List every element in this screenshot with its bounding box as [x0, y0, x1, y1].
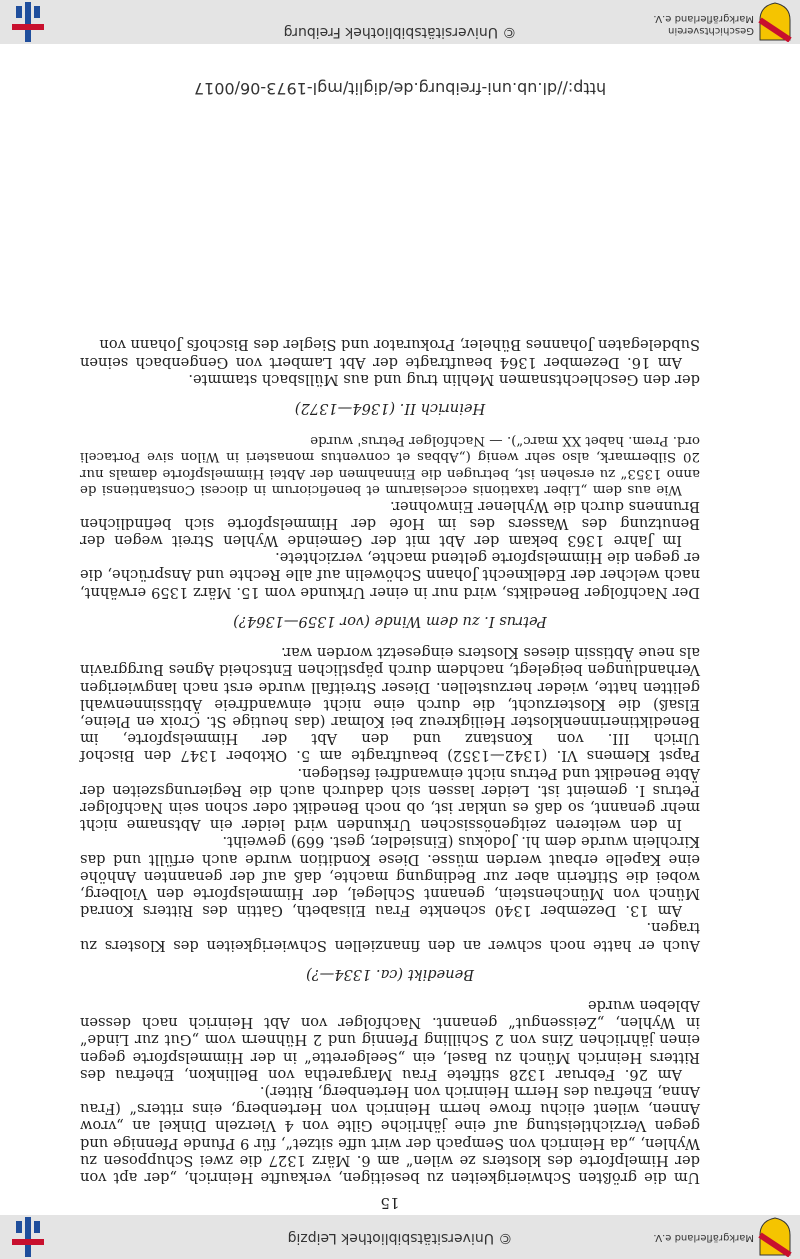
- society-crest-icon: [758, 1217, 792, 1257]
- paragraph: Um die größten Schwierigkeiten zu beseitigen, verkaufte Heinrich, „der apt von der Himelpforte des klosters ze wilen“ am 6. März 1327 die zwei Schupposen zu Wyhlen, „da Heinrich von Sempach der wirt uffe sitzet“, für 9 Pfunde Pfennige und gegen Verzichtleistung auf eine jährliche Gilte von 4 Vierzeln Dinkel an „vrow Annen, wilent elichu frowe herrn Heinrich von Hertenberg, eins ritters“ (Frau Anna, Ehefrau des Herrn Heinrich von Hertenberg, Ritter).: [80, 1082, 700, 1186]
- society-crest-icon: [758, 2, 792, 42]
- page-number: 15: [380, 1194, 400, 1212]
- book-page: [80, 46, 700, 1214]
- paragraph: Papst Klemens VI. (1342—1352) beauftragte am 5. Oktober 1347 den Bischof Ulrich III. von Konstanz und den Abt der Himmelspforte, im Benediktinerinnenkloster Heiligkreuz bei Kolmar (das heutige St. Croix en Pleine, Elsaß) die Klosterzucht, die durch eine nicht einwandfreie Äbtissinnenwahl gelitten hatte, wieder herzustellen. Dieser Streitfall wurde erst nach langwierigen Verhandlungen beigelegt, nachdem durch päpstlichen Entscheid Agnes Burggravin als neue Äbtissin dieses Klosters eingesetzt worden war.: [80, 644, 700, 765]
- society-line2: Markgräflerland e.V.: [653, 13, 754, 24]
- source-url-link[interactable]: http://dl.ub.uni-freiburg.de/diglit/mgl-1973-06/0017: [193, 79, 607, 98]
- paragraph: In den weiteren zeitgenössischen Urkunden wird leider ein Abtsname nicht mehr genannt, so daß es unklar ist, ob noch Benedikt oder schon sein Nachfolger Petrus I. gemeint ist. Leider lassen sich dadurch auch die Regierungszeiten der Äbte Benedikt und Petrus nicht einwandfrei festlegen.: [80, 764, 700, 834]
- header-society-name: [653, 12, 754, 36]
- paragraph: Am 13. Dezember 1340 schenkte Frau Elisabeth, Gattin des Ritters Konrad Münch von Münchenstein, genannt Schlegel, der Himmelspforte den Violberg, wobei die Stifterin aber zur Bedingung machte, daß auf der genannten Anhöhe eine Kapelle erbaut werden müsse. Diese Kondition wurde auch erfüllt und das Kirchlein wurde dem hl. Jodokus (Einsiedler, gest. 669) geweiht.: [80, 833, 700, 920]
- paragraph: Wie aus dem „Liber taxationis ecclesiarum et beneficiorum in diocesi Constantiensi de anno 1353“ zu ersehen ist, betrugen die Einnahmen der Abtei Himmelspforte damals nur 20 Silbermark, also sehr wenig („Abbas et conventus monasteri in Wilon sive Portaceli ord. Prem. habet XX marc“). — Nachfolger Petrus' wurde: [80, 432, 700, 498]
- page-body: [80, 336, 700, 1186]
- footer-society-name: Markgräflerland e.V.: [653, 1232, 754, 1243]
- section-heading: Benedikt (ca. 1334—?): [306, 965, 474, 983]
- section-heading: Heinrich II. (1364—1372): [294, 400, 486, 418]
- viewer-top-bar: [0, 1215, 800, 1259]
- section-heading: Petrus I. zu dem Winde (vor 1359—1364?): [233, 612, 547, 630]
- society-line1: Geschichtsverein: [668, 25, 754, 36]
- header-library-credit: © Universitätsbibliothek Freiburg: [283, 24, 517, 40]
- paragraph: der den Geschlechtsnamen Mehlin trug und aus Müllsbach stammte.: [188, 370, 700, 388]
- ub-logo-icon: [8, 2, 48, 42]
- viewer-bottom-bar: [0, 0, 800, 44]
- paragraph: Im Jahre 1363 bekam der Abt mit der Gemeinde Wyhlen Streit wegen der Benutzung des Wassers des im Hofe der Himmelspforte sich befindlichen Brunnens durch die Wyhlener Einwohner.: [80, 497, 700, 550]
- ub-logo-icon: [8, 1217, 48, 1257]
- paragraph: Am 26. Februar 1328 stiftete Frau Margaretha von Bellinkon, Ehefrau des Ritters Heinrich Münch zu Basel, ein „Seelgerette“ in der Himmelspforte gegen einen jährlichen Zins von 2 Schilling Pfennig und 2 Hühnern vom „Gut zur Linde“ in Wyhlen, „Zeissengut“ genannt. Nachfolger von Abt Heinrich nach dessen Ableben wurde: [80, 996, 700, 1083]
- paragraph: Am 16. Dezember 1364 beauftragte der Abt Lambert von Gengenbach seinen Subdelegaten Johannes Büheler, Prokurator und Siegler des Bischofs Johann von: [80, 336, 700, 371]
- footer-library-credit: © Universitätsbibliothek Leipzig: [287, 1230, 513, 1246]
- paragraph: Auch er hatte noch schwer an den finanziellen Schwierigkeiten des Klosters zu tragen.: [80, 919, 700, 954]
- paragraph: Der Nachfolger Benedikts, wird nur in einer Urkunde vom 15. März 1359 erwähnt, nach welcher der Edelknecht Johann Schöwelin auf alle Rechte und Ansprüche, die er gegen die Himmelspforte geltend machte, verzichtete.: [80, 549, 700, 601]
